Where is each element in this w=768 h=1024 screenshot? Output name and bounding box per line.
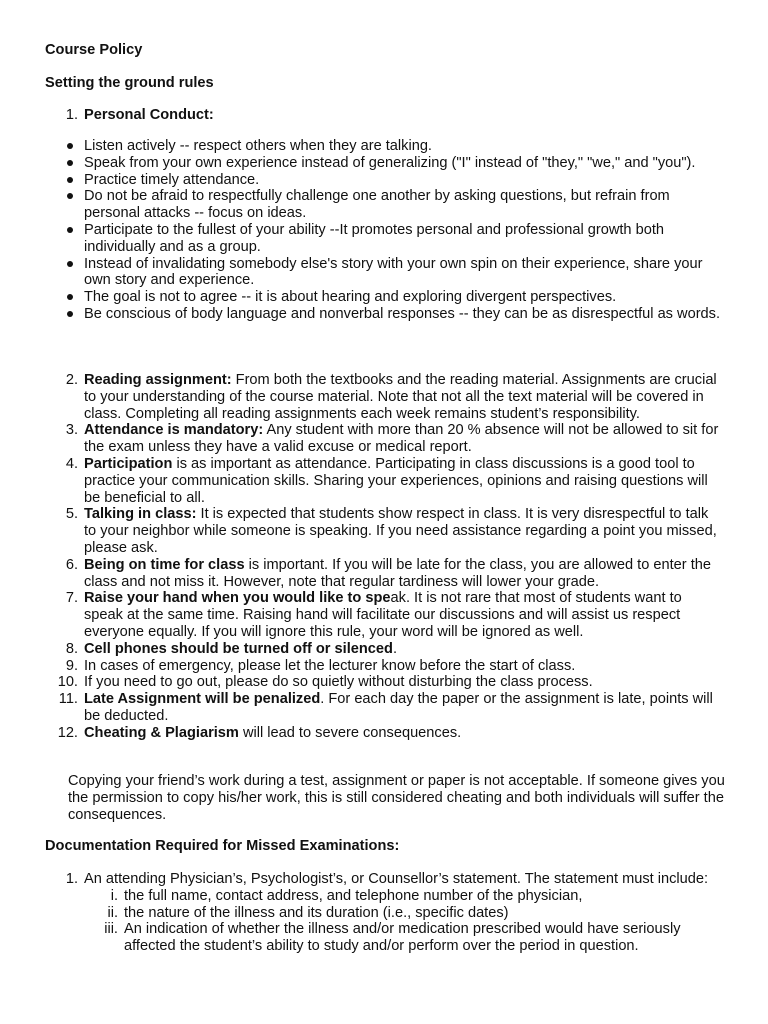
list-item [0,658,724,675]
rule-number: 1. [65,107,78,123]
rule-number: 2. [65,372,78,388]
page-title: Course Policy [45,42,143,58]
rule-label: Talking in class: [84,506,197,523]
cheating-paragraph: Copying your friend’s work during a test, assignment or paper is not acceptable. If someone gives you the permission to copy his/her work, this is still considered cheating and both individuals will suffer the consequences. [68,773,725,823]
rule-number: 8. [65,640,78,657]
list-item [0,372,724,422]
list-item: Do not be afraid to respectfully challenge one another by asking questions, but refrain from personal attacks -- focus on ideas. [0,188,724,222]
list-item [0,641,724,658]
rule-number: 5. [65,506,78,523]
list-item [0,674,724,691]
list-item: Practice timely attendance. [0,172,724,189]
rule-label: Cell phones should be turned off or silenced [84,640,393,657]
rule-text: If you need to go out, please do so quietly without disturbing the class process. [84,674,593,691]
rule-label: Attendance is mandatory: [84,422,264,439]
sub-text: An indication of whether the illness and/or medication prescribed would have seriously affected the student’s ability to study and/or perform over the period in question. [124,921,681,955]
list-item [0,557,724,591]
rule-text: is important. If you will be late for the class, you are allowed to enter the class and not miss it. However, note that regular tardiness will lower your grade. [84,556,712,590]
rule-label: Participation [84,455,173,472]
rule-number: 7. [65,590,78,607]
list-item: The goal is not to agree -- it is about hearing and exploring divergent perspectives. [0,289,724,306]
rule-text: Any student with more than 20 % absence will not be allowed to sit for the exam unless they have a valid excuse or medical report. [84,422,719,456]
sub-number: iii. [104,921,118,938]
list-item [0,725,724,742]
rule-text: From both the textbooks and the reading material. Assignments are crucial to your understanding of the course material. Note that not all the text material will be covered in class. Completing all reading assignments each week remains student’s responsibility. [84,372,717,422]
rule-text: is as important as attendance. Participating in class discussions is a good tool to practice your communication skills. Sharing your experiences, opinions and raising questions will be beneficial to all. [84,455,708,506]
doc-text: An attending Physician’s, Psychologist’s, or Counsellor’s statement. The statement must include: [84,871,709,887]
list-item [0,422,724,456]
rule-number: 9. [65,657,78,674]
rule-label: Reading assignment: [84,372,232,388]
rule-number: 6. [65,556,78,573]
rule-label: Personal Conduct: [84,107,214,123]
rule-text: In cases of emergency, please let the lecturer know before the start of class. [84,657,576,674]
rule-label: Being on time for class [84,556,245,573]
conduct-bullet-list [0,138,768,323]
sub-text: the nature of the illness and its duration (i.e., specific dates) [124,904,509,921]
list-item [0,506,724,556]
list-item: Be conscious of body language and nonverbal responses -- they can be as disrespectful as words. [0,306,724,323]
rule-label: Cheating & Plagiarism [84,724,239,741]
sub-number: i. [110,887,118,904]
rule-text: will lead to severe consequences. [238,724,462,741]
rule-item-1 [0,107,768,124]
rule-label: Raise your hand when you would like to spe [84,590,391,607]
sub-number: ii. [107,904,118,921]
rule-text: ak. It is not rare that most of students want to speak at the same time. Raising hand will facilitate our discussions and will assist us respect everyone equally. If you will ignore this rule, your word will be ignored as well. [84,590,682,640]
rule-number: 4. [65,455,78,472]
documentation-list [0,871,768,955]
rule-text: It is expected that students show respect in class. It is very disrespectful to talk to your neighbor while someone is speaking. If you need assistance regarding a point you missed, please ask. [84,506,717,556]
rule-label: Late Assignment will be penalized [84,691,321,708]
list-item [0,871,724,888]
doc-number: 1. [65,871,78,887]
section-heading-ground-rules: Setting the ground rules [45,75,214,91]
list-item [0,590,724,640]
list-item [0,888,724,905]
rule-number: 11. [58,691,78,708]
list-item: Speak from your own experience instead of generalizing ("I" instead of "they," "we," and "you"). [0,155,724,172]
list-item: Listen actively -- respect others when they are talking. [0,138,724,155]
rule-number: 12. [57,724,78,741]
list-item [0,691,724,725]
list-item [0,905,724,922]
rule-number: 3. [65,422,78,439]
rule-text: . For each day the paper or the assignment is late, points will be deducted. [84,691,713,724]
list-item [0,456,724,506]
rules-list [0,372,768,742]
section-heading-missed-exams: Documentation Required for Missed Examinations: [45,838,400,854]
list-item [0,921,724,955]
rule-number: 10. [57,674,78,691]
list-item: Participate to the fullest of your ability --It promotes personal and professional growth both individually and as a group. [0,222,724,256]
rule-text: . [392,640,397,657]
list-item: Instead of invalidating somebody else's story with your own spin on their experience, share your own story and experience. [0,256,724,290]
sub-text: the full name, contact address, and telephone number of the physician, [124,887,583,904]
